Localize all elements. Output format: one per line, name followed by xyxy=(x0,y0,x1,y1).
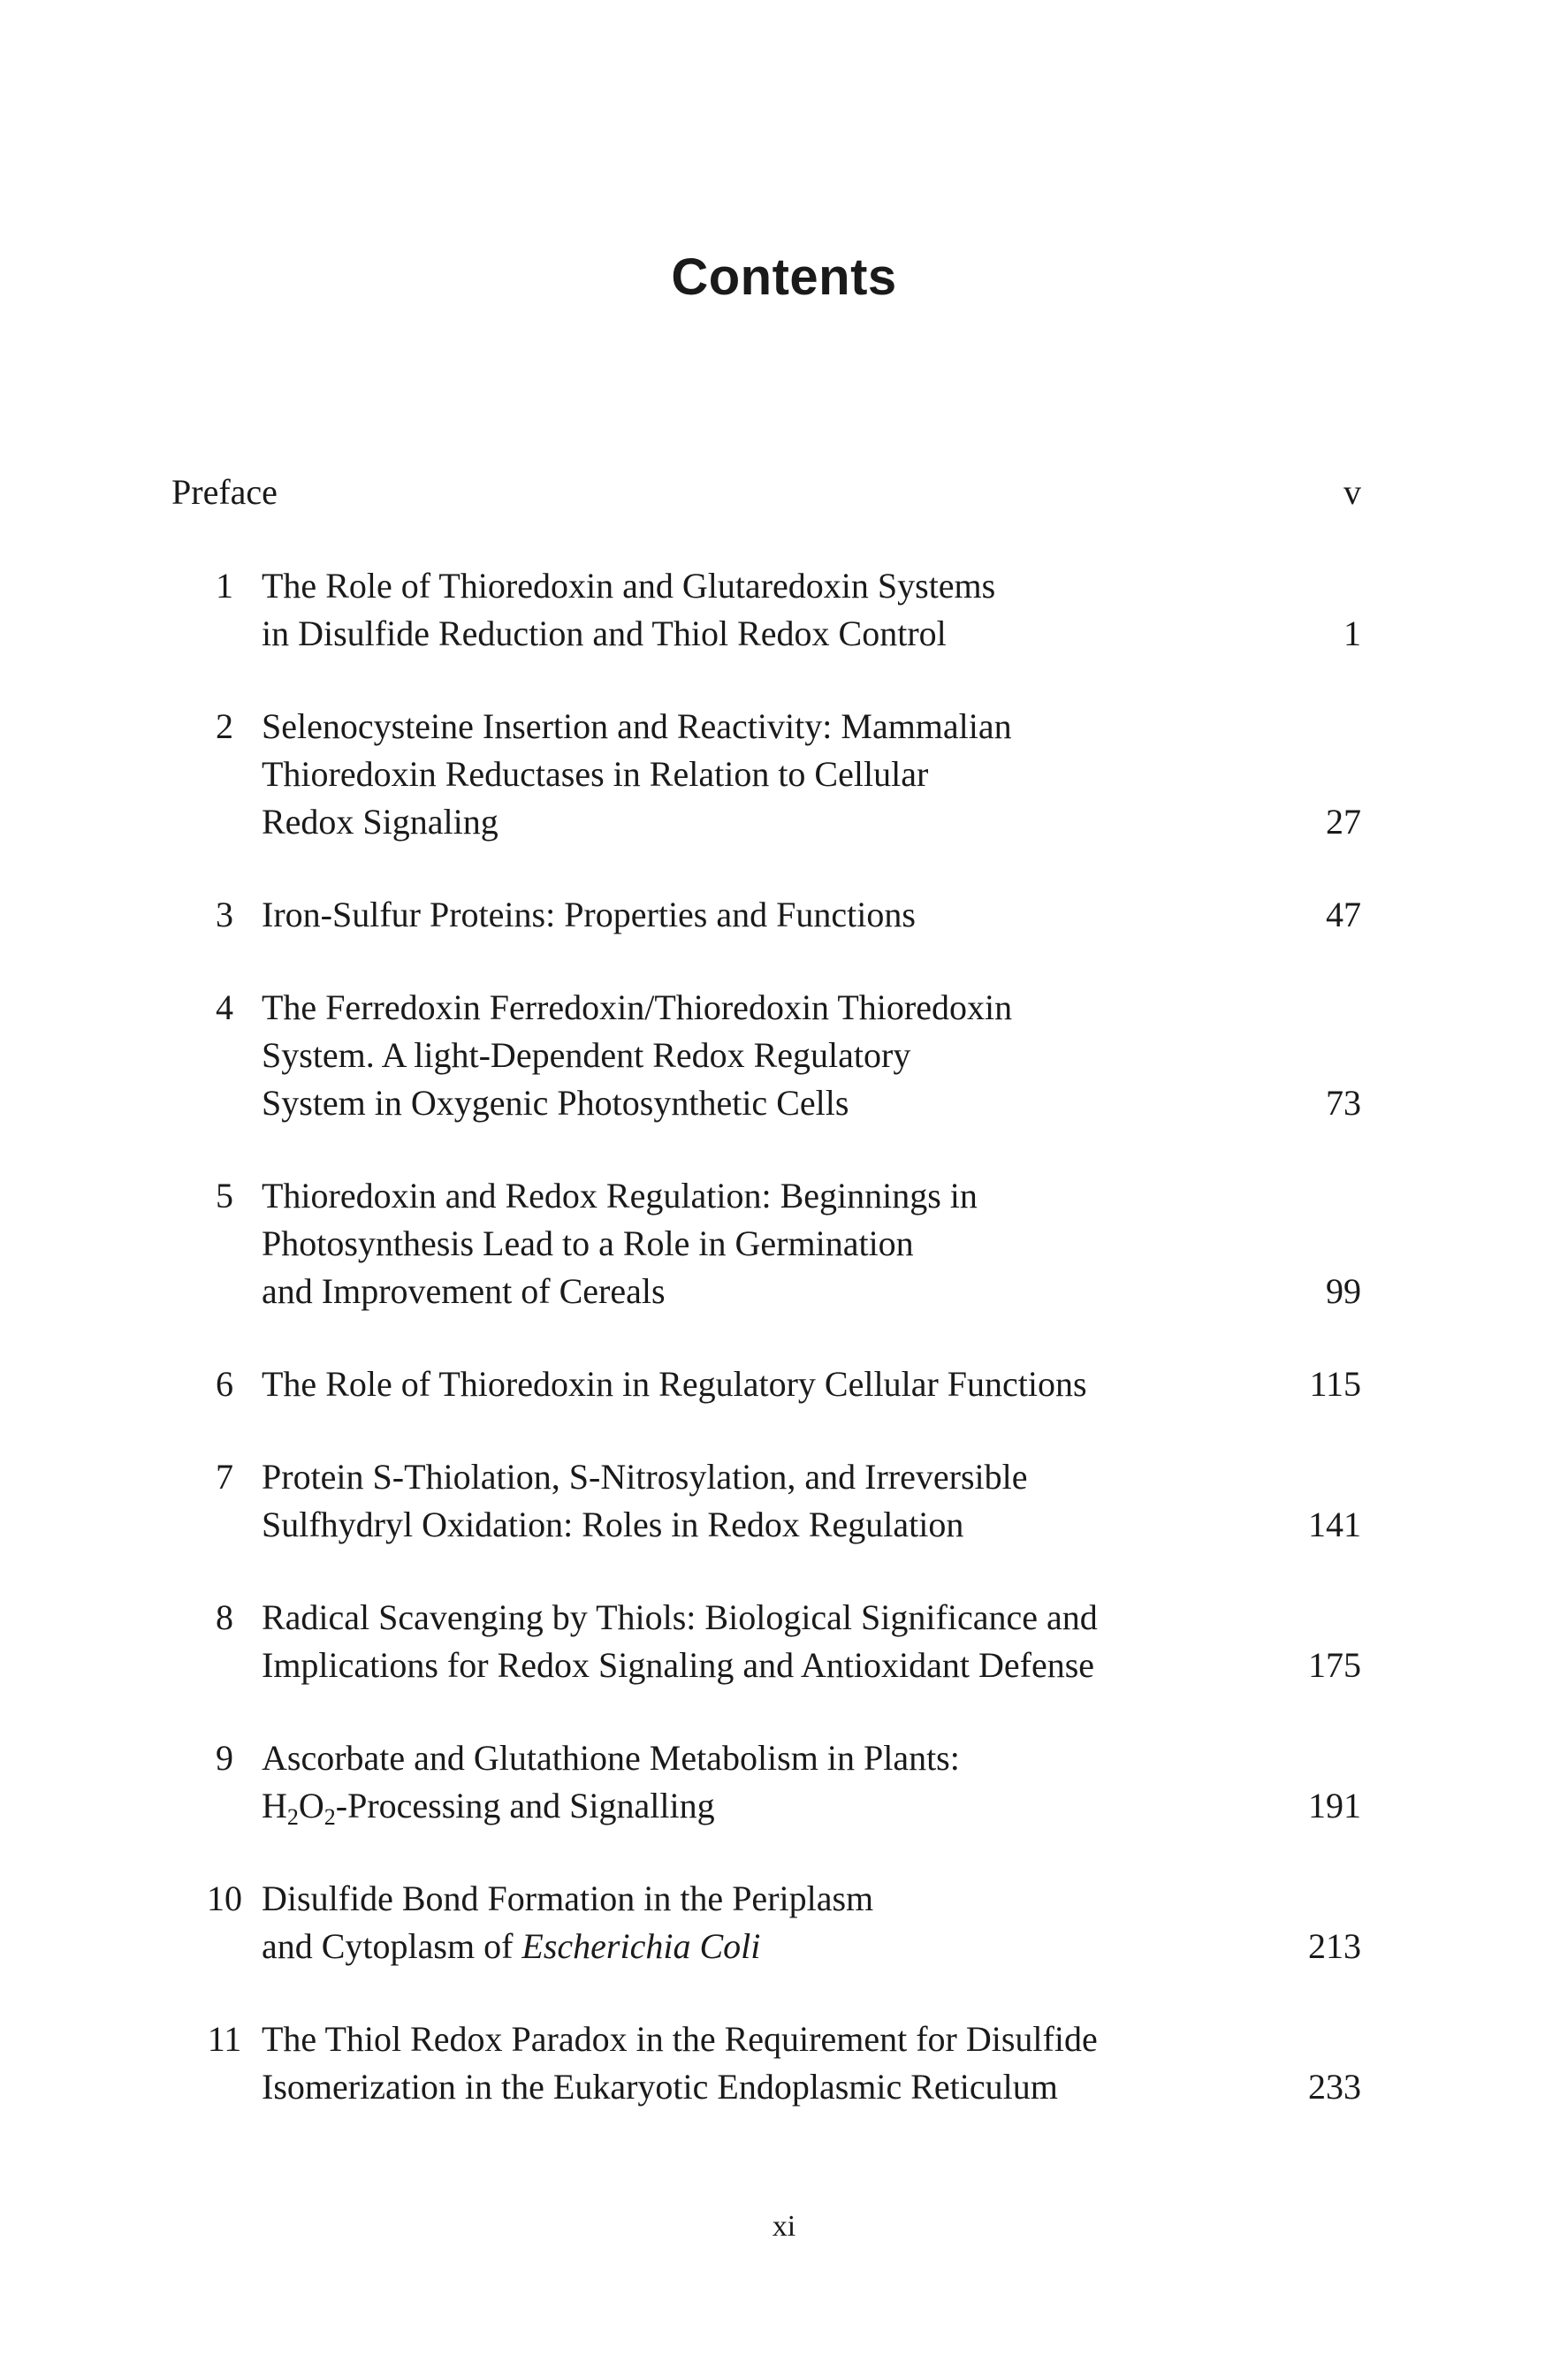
chapter-title: Disulfide Bond Formation in the Periplasm and Cytoplasm of Escherichia Coli xyxy=(262,1878,874,1966)
toc-entry-chapter-10[interactable] xyxy=(171,1875,1361,1970)
chapter-title: The Role of Thioredoxin in Regulatory Cellular Functions xyxy=(262,1364,1087,1404)
page-title: Contents xyxy=(671,248,897,306)
chapter-number: 3 xyxy=(216,895,233,934)
chapter-number: 1 xyxy=(216,566,233,606)
toc-entry-chapter-1[interactable] xyxy=(171,562,1361,658)
toc-entry-chapter-2[interactable] xyxy=(171,703,1361,846)
chapter-number: 5 xyxy=(216,1176,233,1215)
page-number: 213 xyxy=(1308,1926,1361,1966)
chapter-number: 10 xyxy=(207,1878,242,1918)
toc-entry-chapter-4[interactable] xyxy=(171,984,1361,1127)
toc-entry-chapter-5[interactable] xyxy=(171,1172,1361,1315)
toc-entry-chapter-6[interactable] xyxy=(171,1360,1361,1408)
chapter-title: Iron-Sulfur Proteins: Properties and Functions xyxy=(262,895,916,934)
chapter-number: 4 xyxy=(216,987,233,1027)
page-number: v xyxy=(1343,472,1361,512)
toc-entry-chapter-7[interactable] xyxy=(171,1453,1361,1549)
chapter-title: Protein S-Thiolation, S-Nitrosylation, and Irreversible Sulfhydryl Oxidation: Roles in Redox Regulation xyxy=(262,1457,1028,1544)
chapter-number: 11 xyxy=(207,2019,242,2059)
page-number: 233 xyxy=(1308,2067,1361,2107)
page-number: 47 xyxy=(1326,895,1361,934)
chapter-number: 7 xyxy=(216,1457,233,1497)
page-number: 115 xyxy=(1309,1364,1361,1404)
toc-entry-chapter-3[interactable] xyxy=(171,891,1361,939)
chapter-title: The Role of Thioredoxin and Glutaredoxin Systems in Disulfide Reduction and Thiol Redox Control xyxy=(262,566,996,653)
chapter-title: Selenocysteine Insertion and Reactivity: Mammalian Thioredoxin Reductases in Relation to Cellular Redox Signaling xyxy=(262,706,1012,842)
chapter-title: The Ferredoxin Ferredoxin/Thioredoxin Thioredoxin System. A light-Dependent Redox Regulatory System in Oxygenic Photosynthetic Cells xyxy=(262,987,1013,1123)
chapter-number: 2 xyxy=(216,706,233,746)
table-of-contents xyxy=(171,469,1361,2156)
toc-entry-preface[interactable] xyxy=(171,469,1361,516)
chapter-number: 8 xyxy=(216,1597,233,1637)
toc-entry-chapter-11[interactable] xyxy=(171,2016,1361,2111)
page-number: 73 xyxy=(1326,1083,1361,1123)
chapter-title: The Thiol Redox Paradox in the Requirement for Disulfide Isomerization in the Eukaryotic Endoplasmic Reticulum xyxy=(262,2019,1098,2107)
chapter-number: 9 xyxy=(216,1738,233,1778)
preface-label: Preface xyxy=(171,472,278,512)
chapter-title: Radical Scavenging by Thiols: Biological Significance and Implications for Redox Signaling and Antioxidant Defense xyxy=(262,1597,1098,1685)
chapter-number: 6 xyxy=(216,1364,233,1404)
page-number: 99 xyxy=(1326,1271,1361,1311)
toc-entry-chapter-8[interactable] xyxy=(171,1594,1361,1689)
page-number: 1 xyxy=(1343,613,1361,653)
chapter-title: Ascorbate and Glutathione Metabolism in Plants: $H_2O_2$-Processing and Signalling xyxy=(262,1738,960,1830)
page-folio: xi xyxy=(772,2210,796,2243)
page-number: 141 xyxy=(1308,1505,1361,1544)
page-number: 27 xyxy=(1326,802,1361,842)
page-number: 191 xyxy=(1308,1786,1361,1825)
toc-entry-chapter-9[interactable] xyxy=(171,1734,1361,1830)
chapter-title: Thioredoxin and Redox Regulation: Beginnings in Photosynthesis Lead to a Role in Germination and Improvement of Cereals xyxy=(262,1176,978,1311)
page-number: 175 xyxy=(1308,1645,1361,1685)
